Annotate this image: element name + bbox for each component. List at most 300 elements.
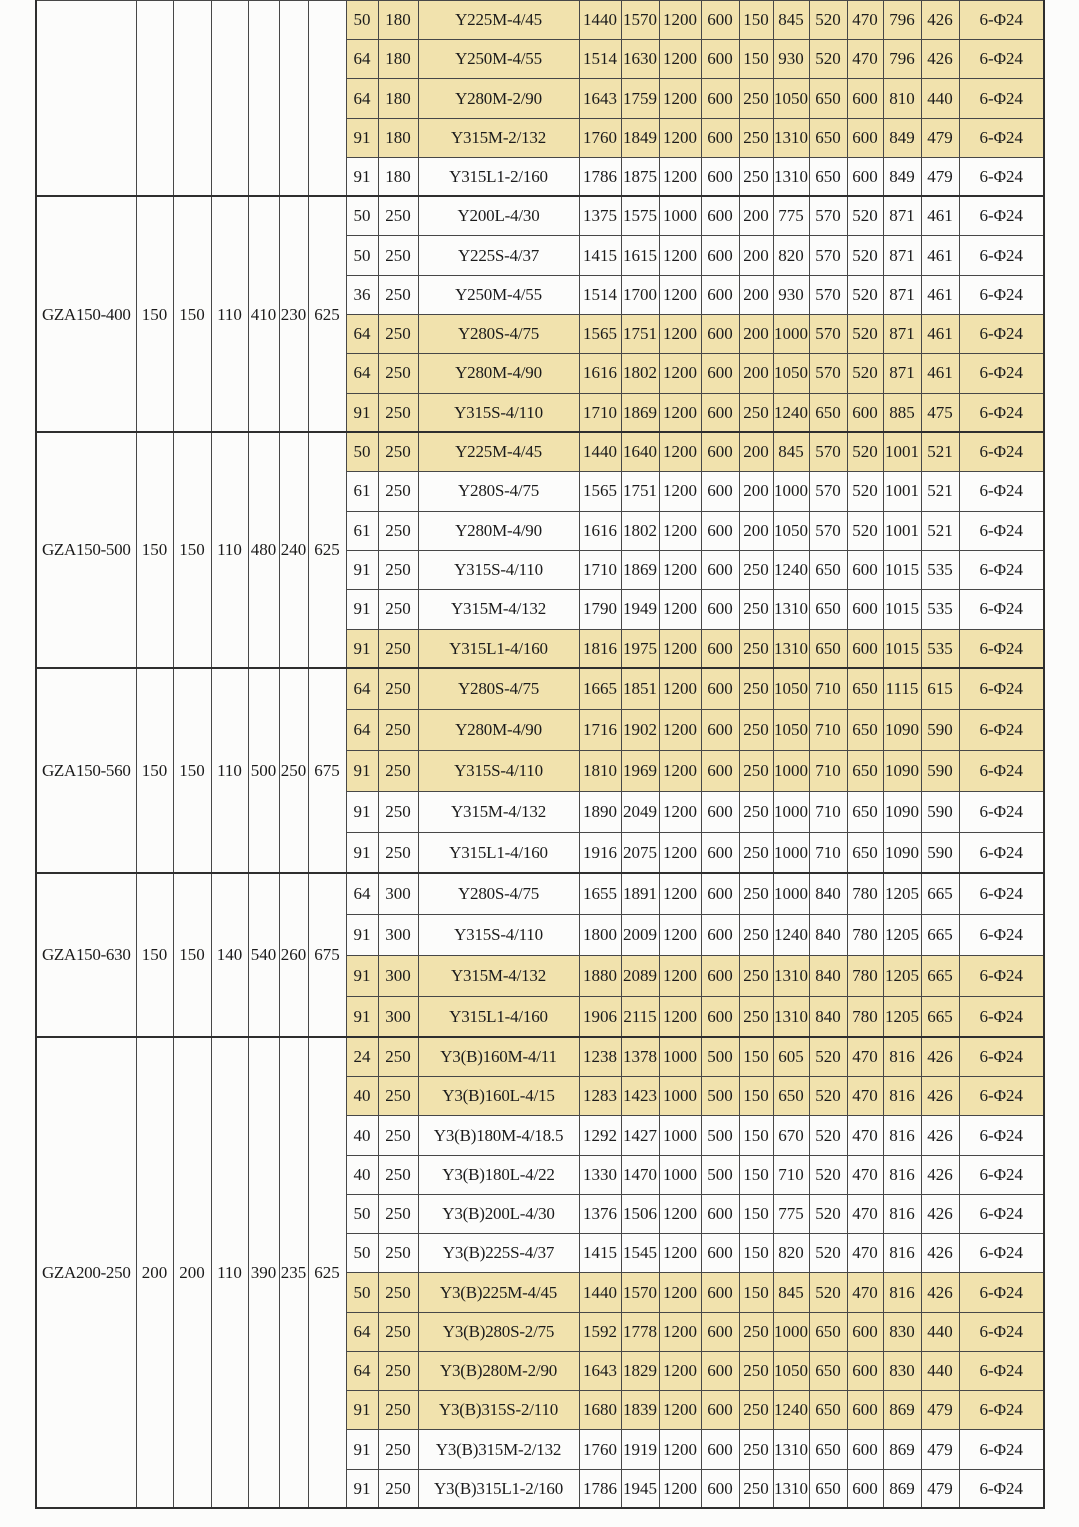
data-cell: 1205 [883,873,921,914]
data-cell: 520 [847,432,883,471]
motor-model-cell: Y3(B)315S-2/110 [418,1391,579,1430]
data-cell: 200 [739,275,773,314]
dim-cell: 675 [308,873,346,1037]
data-cell: 605 [773,1037,809,1076]
data-cell: 1200 [659,750,701,791]
data-cell: 1700 [621,275,659,314]
motor-model-cell: Y3(B)160M-4/11 [418,1037,579,1076]
table-row [36,873,1044,914]
data-cell: 1849 [621,118,659,157]
data-cell: 830 [883,1351,921,1390]
data-cell: 1200 [659,791,701,832]
data-cell: 816 [883,1037,921,1076]
data-cell: 91 [346,1469,378,1508]
motor-model-cell: Y315S-4/110 [418,550,579,589]
motor-model-cell: Y315M-4/132 [418,590,579,629]
data-cell: 600 [847,1430,883,1469]
data-cell: 6-Φ24 [959,1273,1044,1312]
model-cell: GZA150-560 [36,668,136,873]
data-cell: 461 [921,236,959,275]
dim-cell: 200 [136,1037,173,1508]
data-cell: 64 [346,709,378,750]
data-cell: 1751 [621,472,659,511]
data-cell: 650 [847,832,883,873]
dim-cell: 625 [308,432,346,668]
data-cell: 64 [346,668,378,709]
model-cell: GZA200-250 [36,1037,136,1508]
data-cell: 479 [921,157,959,196]
data-cell: 600 [701,590,739,629]
data-cell: 600 [701,1273,739,1312]
data-cell: 1090 [883,832,921,873]
data-cell: 650 [809,550,847,589]
data-cell: 426 [921,1,959,40]
data-cell: 1945 [621,1469,659,1508]
table-row [36,1,1044,40]
data-cell: 200 [739,511,773,550]
data-cell: 6-Φ24 [959,79,1044,118]
data-cell: 1975 [621,629,659,668]
data-cell: 1000 [773,472,809,511]
data-cell: 1205 [883,996,921,1037]
data-cell: 600 [847,1351,883,1390]
data-cell: 250 [378,1391,418,1430]
data-cell: 6-Φ24 [959,1469,1044,1508]
data-cell: 250 [378,393,418,432]
data-cell: 710 [809,791,847,832]
data-cell: 520 [847,196,883,235]
data-cell: 250 [378,1077,418,1116]
data-cell: 64 [346,314,378,353]
data-cell: 440 [921,1312,959,1351]
data-cell: 426 [921,40,959,79]
data-cell: 250 [739,914,773,955]
data-cell: 6-Φ24 [959,1391,1044,1430]
data-cell: 1200 [659,1,701,40]
data-cell: 1050 [773,511,809,550]
data-cell: 600 [701,1234,739,1273]
motor-model-cell: Y315S-4/110 [418,393,579,432]
data-cell: 650 [809,1312,847,1351]
data-cell: 816 [883,1116,921,1155]
data-cell: 1800 [579,914,621,955]
data-cell: 650 [809,1391,847,1430]
data-cell: 1778 [621,1312,659,1351]
data-cell: 6-Φ24 [959,432,1044,471]
data-cell: 816 [883,1273,921,1312]
data-cell: 600 [847,118,883,157]
dim-cell: 150 [173,668,211,873]
table-section [36,873,1044,1037]
data-cell: 40 [346,1155,378,1194]
data-cell: 570 [809,236,847,275]
data-cell: 1616 [579,511,621,550]
data-cell: 780 [847,996,883,1037]
data-cell: 91 [346,393,378,432]
data-cell: 665 [921,996,959,1037]
data-cell: 1829 [621,1351,659,1390]
motor-model-cell: Y315L1-2/160 [418,157,579,196]
data-cell: 1200 [659,590,701,629]
data-cell: 1200 [659,668,701,709]
data-cell: 6-Φ24 [959,590,1044,629]
data-cell: 840 [809,955,847,996]
data-cell: 650 [809,157,847,196]
data-cell: 1716 [579,709,621,750]
motor-model-cell: Y3(B)315M-2/132 [418,1430,579,1469]
data-cell: 1440 [579,432,621,471]
data-cell: 6-Φ24 [959,550,1044,589]
data-cell: 1375 [579,196,621,235]
data-cell: 6-Φ24 [959,791,1044,832]
data-cell: 816 [883,1234,921,1273]
data-cell: 64 [346,1312,378,1351]
data-cell: 6-Φ24 [959,873,1044,914]
data-cell: 871 [883,236,921,275]
data-cell: 535 [921,590,959,629]
data-cell: 1000 [773,1312,809,1351]
data-cell: 1200 [659,236,701,275]
data-cell: 520 [847,472,883,511]
motor-model-cell: Y280S-4/75 [418,668,579,709]
data-cell: 1640 [621,432,659,471]
motor-model-cell: Y225S-4/37 [418,236,579,275]
motor-model-cell: Y315M-4/132 [418,955,579,996]
motor-model-cell: Y3(B)280S-2/75 [418,1312,579,1351]
data-cell: 479 [921,1391,959,1430]
data-cell: 6-Φ24 [959,996,1044,1037]
data-cell: 64 [346,40,378,79]
data-cell: 600 [701,955,739,996]
data-cell: 461 [921,275,959,314]
data-cell: 1000 [659,1155,701,1194]
data-cell: 1200 [659,393,701,432]
data-cell: 440 [921,79,959,118]
data-cell: 521 [921,472,959,511]
data-cell: 1050 [773,354,809,393]
data-cell: 600 [701,1391,739,1430]
model-cell: GZA150-500 [36,432,136,668]
data-cell: 180 [378,118,418,157]
data-cell: 570 [809,314,847,353]
data-cell: 1200 [659,1234,701,1273]
data-cell: 650 [847,791,883,832]
data-cell: 600 [701,511,739,550]
data-cell: 1415 [579,236,621,275]
data-cell: 871 [883,196,921,235]
dim-cell: 500 [248,668,279,873]
data-cell: 520 [809,40,847,79]
table-section [36,1,1044,197]
data-cell: 1200 [659,40,701,79]
data-cell: 250 [378,1351,418,1390]
data-cell: 780 [847,955,883,996]
data-cell: 816 [883,1155,921,1194]
data-cell: 650 [809,1351,847,1390]
data-cell: 250 [739,996,773,1037]
data-cell: 6-Φ24 [959,236,1044,275]
data-cell: 1310 [773,157,809,196]
data-cell: 520 [809,1116,847,1155]
data-cell: 520 [847,314,883,353]
data-cell: 200 [739,196,773,235]
data-cell: 250 [378,832,418,873]
data-cell: 91 [346,590,378,629]
data-cell: 6-Φ24 [959,511,1044,550]
data-cell: 180 [378,40,418,79]
motor-model-cell: Y250M-4/55 [418,40,579,79]
data-cell: 1680 [579,1391,621,1430]
data-cell: 2089 [621,955,659,996]
data-cell: 600 [701,1194,739,1233]
data-cell: 1200 [659,1194,701,1233]
data-cell: 820 [773,1234,809,1273]
data-cell: 250 [739,1469,773,1508]
data-cell: 1310 [773,1430,809,1469]
data-cell: 1292 [579,1116,621,1155]
dim-cell: 625 [308,196,346,432]
dim-cell: 110 [211,668,248,873]
data-cell: 520 [847,275,883,314]
table-section [36,432,1044,668]
data-cell: 600 [701,40,739,79]
data-cell: 91 [346,832,378,873]
data-cell: 2075 [621,832,659,873]
data-cell: 64 [346,354,378,393]
data-cell: 1001 [883,432,921,471]
data-cell: 600 [701,157,739,196]
data-cell: 1200 [659,629,701,668]
data-cell: 1200 [659,1430,701,1469]
data-cell: 250 [378,511,418,550]
table-row [36,668,1044,709]
data-cell: 426 [921,1194,959,1233]
data-cell: 1630 [621,40,659,79]
data-cell: 1643 [579,1351,621,1390]
data-cell: 1786 [579,1469,621,1508]
data-cell: 200 [739,314,773,353]
data-cell: 570 [809,275,847,314]
data-cell: 440 [921,1351,959,1390]
data-cell: 650 [809,629,847,668]
motor-model-cell: Y225M-4/45 [418,432,579,471]
data-cell: 665 [921,873,959,914]
motor-model-cell: Y280M-4/90 [418,709,579,750]
motor-model-cell: Y280M-4/90 [418,354,579,393]
data-cell: 470 [847,40,883,79]
data-cell: 426 [921,1116,959,1155]
data-cell: 6-Φ24 [959,1351,1044,1390]
data-cell: 1205 [883,955,921,996]
data-cell: 520 [809,1077,847,1116]
dim-cell: 150 [173,432,211,668]
data-cell: 479 [921,118,959,157]
dim-cell: 150 [136,432,173,668]
motor-model-cell: Y315S-4/110 [418,914,579,955]
data-cell: 869 [883,1469,921,1508]
data-cell: 600 [847,157,883,196]
data-cell: 1710 [579,393,621,432]
data-cell: 710 [809,709,847,750]
data-cell: 650 [809,1430,847,1469]
data-cell: 869 [883,1391,921,1430]
data-cell: 250 [739,79,773,118]
motor-model-cell: Y280S-4/75 [418,472,579,511]
data-cell: 849 [883,118,921,157]
data-cell: 470 [847,1273,883,1312]
data-cell: 6-Φ24 [959,1077,1044,1116]
data-cell: 1545 [621,1234,659,1273]
data-cell: 600 [701,314,739,353]
data-cell: 1514 [579,275,621,314]
spec-table [35,0,1045,1509]
data-cell: 1310 [773,629,809,668]
motor-model-cell: Y3(B)200L-4/30 [418,1194,579,1233]
dim-cell: 240 [279,432,308,668]
data-cell: 1710 [579,550,621,589]
data-cell: 300 [378,955,418,996]
data-cell: 600 [701,275,739,314]
data-cell: 1200 [659,832,701,873]
data-cell: 1969 [621,750,659,791]
data-cell: 570 [809,196,847,235]
data-cell: 1000 [773,791,809,832]
data-cell: 250 [739,750,773,791]
data-cell: 590 [921,750,959,791]
table-row [36,196,1044,235]
data-cell: 1240 [773,550,809,589]
data-cell: 250 [739,873,773,914]
data-cell: 1919 [621,1430,659,1469]
data-cell: 1050 [773,668,809,709]
data-cell: 1802 [621,354,659,393]
data-cell: 64 [346,79,378,118]
data-cell: 150 [739,1,773,40]
data-cell: 250 [378,275,418,314]
data-cell: 1440 [579,1273,621,1312]
data-cell: 535 [921,629,959,668]
dim-cell: 625 [308,1037,346,1508]
data-cell: 1205 [883,914,921,955]
dim-cell: 480 [248,432,279,668]
data-cell: 2049 [621,791,659,832]
data-cell: 1200 [659,472,701,511]
data-cell: 250 [378,236,418,275]
data-cell: 820 [773,236,809,275]
data-cell: 520 [809,1194,847,1233]
motor-model-cell: Y200L-4/30 [418,196,579,235]
data-cell: 570 [809,432,847,471]
data-cell: 250 [739,1351,773,1390]
data-cell: 1310 [773,590,809,629]
data-cell: 6-Φ24 [959,314,1044,353]
data-cell: 600 [701,79,739,118]
motor-model-cell: Y3(B)180L-4/22 [418,1155,579,1194]
data-cell: 1200 [659,550,701,589]
data-cell: 600 [701,432,739,471]
data-cell: 1575 [621,196,659,235]
data-cell: 1786 [579,157,621,196]
dim-cell: 150 [136,668,173,873]
data-cell: 600 [701,550,739,589]
data-cell: 650 [847,709,883,750]
data-cell: 250 [378,590,418,629]
dim-cell: 150 [136,873,173,1037]
data-cell: 150 [739,40,773,79]
dim-cell [279,1,308,197]
data-cell: 64 [346,873,378,914]
data-cell: 1200 [659,354,701,393]
data-cell: 6-Φ24 [959,1037,1044,1076]
table-section [36,196,1044,432]
data-cell: 650 [847,668,883,709]
data-cell: 1851 [621,668,659,709]
data-cell: 150 [739,1077,773,1116]
data-cell: 1200 [659,873,701,914]
data-cell: 250 [739,118,773,157]
data-cell: 91 [346,157,378,196]
data-cell: 600 [847,550,883,589]
data-cell: 520 [809,1037,847,1076]
data-cell: 150 [739,1234,773,1273]
data-cell: 816 [883,1194,921,1233]
data-cell: 250 [378,550,418,589]
data-cell: 1427 [621,1116,659,1155]
data-cell: 600 [847,1312,883,1351]
data-cell: 840 [809,914,847,955]
data-cell: 91 [346,750,378,791]
data-cell: 1376 [579,1194,621,1233]
data-cell: 6-Φ24 [959,709,1044,750]
data-cell: 1869 [621,550,659,589]
data-cell: 1869 [621,393,659,432]
data-cell: 1440 [579,1,621,40]
dim-cell [136,1,173,197]
data-cell: 600 [701,832,739,873]
data-cell: 600 [701,1469,739,1508]
data-cell: 1615 [621,236,659,275]
data-cell: 6-Φ24 [959,1,1044,40]
data-cell: 845 [773,432,809,471]
data-cell: 200 [739,472,773,511]
data-cell: 600 [701,668,739,709]
table-section [36,668,1044,873]
data-cell: 1592 [579,1312,621,1351]
data-cell: 1200 [659,1312,701,1351]
data-cell: 461 [921,314,959,353]
data-cell: 91 [346,1391,378,1430]
dim-cell: 250 [279,668,308,873]
data-cell: 845 [773,1273,809,1312]
data-cell: 871 [883,275,921,314]
data-cell: 6-Φ24 [959,1430,1044,1469]
dim-cell [248,1,279,197]
data-cell: 570 [809,354,847,393]
motor-model-cell: Y225M-4/45 [418,1,579,40]
motor-model-cell: Y315L1-4/160 [418,996,579,1037]
data-cell: 1514 [579,40,621,79]
data-cell: 91 [346,791,378,832]
data-cell: 250 [378,1037,418,1076]
data-cell: 1001 [883,472,921,511]
data-cell: 91 [346,914,378,955]
data-cell: 1751 [621,314,659,353]
dim-cell: 150 [136,196,173,432]
data-cell: 91 [346,1430,378,1469]
data-cell: 521 [921,511,959,550]
data-cell: 1090 [883,750,921,791]
data-cell: 650 [773,1077,809,1116]
